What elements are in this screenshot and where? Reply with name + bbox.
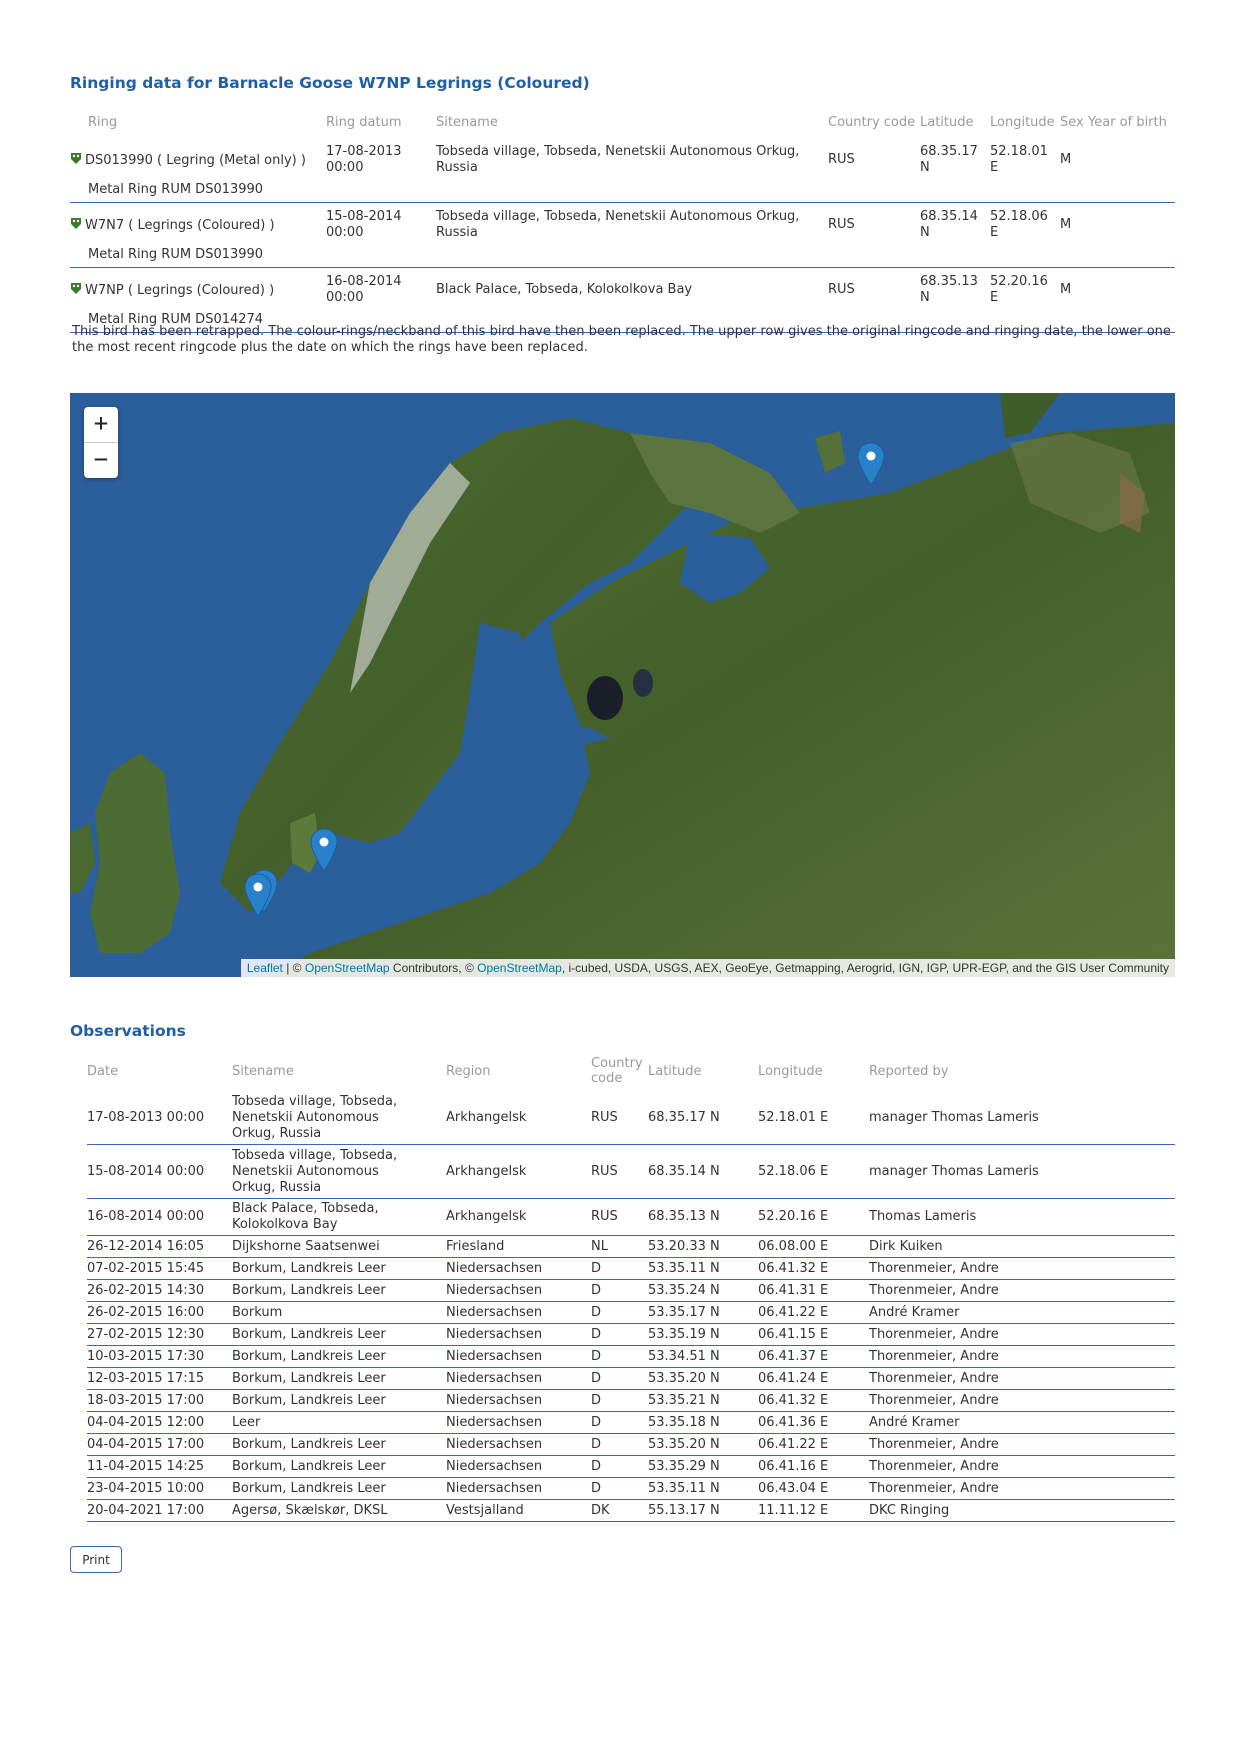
- leaflet-link[interactable]: Leaflet: [246, 961, 283, 975]
- obs-country: DK: [591, 1502, 610, 1518]
- obs-country: RUS: [591, 1109, 618, 1125]
- obs-lon: 52.18.01 E: [758, 1109, 829, 1125]
- obs-lon: 52.20.16 E: [758, 1209, 829, 1224]
- obs-sitename: Tobseda village, Tobseda, Nenetskii Autonomous Orkug, Russia: [232, 1093, 398, 1141]
- obs-sitename: Borkum, Landkreis Leer: [232, 1282, 386, 1298]
- obs-region: Niedersachsen: [446, 1260, 543, 1276]
- obs-date: 23-04-2015 10:00: [87, 1480, 205, 1496]
- obs-region: Niedersachsen: [446, 1436, 543, 1452]
- obs-lat: 68.35.17 N: [648, 1109, 720, 1125]
- observation-row: [87, 1199, 1175, 1236]
- ring-datum: 17-08-2013 00:00: [326, 144, 402, 175]
- zoom-in-button[interactable]: +: [93, 409, 109, 437]
- obs-country: NL: [591, 1238, 608, 1254]
- obs-sitename: Borkum, Landkreis Leer: [232, 1370, 386, 1386]
- obs-lon: 06.41.32 E: [758, 1392, 829, 1408]
- observation-row: [87, 1346, 1175, 1368]
- observation-row: [87, 1434, 1175, 1456]
- ring-country: RUS: [828, 282, 855, 297]
- ring-datum: 16-08-2014 00:00: [326, 274, 402, 305]
- observation-row: [87, 1412, 1175, 1434]
- ring-metal-ring: Metal Ring RUM DS013990: [88, 247, 264, 262]
- obs-country: D: [591, 1414, 602, 1430]
- col-ring: Ring: [88, 114, 118, 130]
- obs-reported-by: manager Thomas Lameris: [869, 1163, 1039, 1179]
- obs-country: D: [591, 1348, 602, 1364]
- obs-country: D: [591, 1282, 602, 1298]
- ring-tag-icon: [70, 282, 82, 295]
- obs-reported-by: Dirk Kuiken: [869, 1238, 943, 1254]
- obs-date: 04-04-2015 17:00: [87, 1436, 205, 1452]
- obs-date: 17-08-2013 00:00: [87, 1109, 205, 1125]
- obs-sitename: Agersø, Skælskør, DKSL: [232, 1502, 388, 1518]
- obs-lon: 06.43.04 E: [758, 1480, 829, 1496]
- obs-sitename: Borkum, Landkreis Leer: [232, 1326, 386, 1342]
- obs-sitename: Borkum, Landkreis Leer: [232, 1436, 386, 1452]
- obs-lon: 06.41.36 E: [758, 1414, 829, 1430]
- observation-row: [87, 1324, 1175, 1346]
- obs-reported-by: Thorenmeier, Andre: [869, 1348, 999, 1364]
- obs-region: Niedersachsen: [446, 1414, 543, 1430]
- obs-date: 16-08-2014 00:00: [87, 1209, 205, 1224]
- attribution-rest: , i-cubed, USDA, USGS, AEX, GeoEye, Getmapping, Aerogrid, IGN, IGP, UPR-EGP, and the GIS User Community: [561, 961, 1169, 975]
- obs-col-longitude: Longitude: [758, 1063, 823, 1079]
- attribution-mid: Contributors, ©: [389, 961, 478, 975]
- obs-lon: 11.11.12 E: [758, 1502, 829, 1518]
- obs-reported-by: Thomas Lameris: [869, 1209, 977, 1224]
- observation-row: [87, 1456, 1175, 1478]
- obs-region: Niedersachsen: [446, 1392, 543, 1408]
- obs-reported-by: André Kramer: [869, 1304, 960, 1320]
- print-button[interactable]: Print: [70, 1546, 122, 1573]
- osm-link-1[interactable]: OpenStreetMap: [304, 961, 390, 975]
- ring-lat: 68.35.17 N: [920, 144, 978, 175]
- ring-sex: M: [1060, 217, 1072, 232]
- obs-region: Friesland: [446, 1238, 505, 1254]
- obs-reported-by: Thorenmeier, Andre: [869, 1260, 999, 1276]
- ring-year-of-birth: [1088, 203, 1175, 248]
- ring-country: RUS: [828, 152, 855, 167]
- ring-code: W7N7 ( Legrings (Coloured) ): [85, 217, 275, 233]
- obs-lat: 53.35.24 N: [648, 1282, 720, 1298]
- obs-country: D: [591, 1260, 602, 1276]
- ring-lat: 68.35.14 N: [920, 209, 978, 240]
- ringing-title: Ringing data for Barnacle Goose W7NP Legrings (Coloured): [70, 74, 590, 92]
- obs-lat: 68.35.14 N: [648, 1163, 720, 1179]
- obs-region: Arkhangelsk: [446, 1163, 527, 1179]
- obs-region: Niedersachsen: [446, 1326, 543, 1342]
- zoom-out-button[interactable]: −: [84, 442, 118, 478]
- obs-reported-by: Thorenmeier, Andre: [869, 1326, 999, 1342]
- map-marker-borkum[interactable]: [244, 873, 272, 917]
- obs-date: 10-03-2015 17:30: [87, 1348, 205, 1364]
- obs-region: Niedersachsen: [446, 1348, 543, 1364]
- ring-sex: M: [1060, 152, 1072, 167]
- obs-col-date: Date: [87, 1063, 119, 1079]
- obs-lat: 53.35.18 N: [648, 1414, 720, 1430]
- obs-lon: 06.41.32 E: [758, 1260, 829, 1276]
- ring-row: [70, 203, 1175, 248]
- obs-region: Niedersachsen: [446, 1304, 543, 1320]
- observation-row: [87, 1236, 1175, 1258]
- obs-sitename: Tobseda village, Tobseda, Nenetskii Autonomous Orkug, Russia: [232, 1147, 398, 1195]
- ring-tag-icon: [70, 217, 82, 230]
- observations-table: [87, 1051, 1175, 1522]
- obs-date: 11-04-2015 14:25: [87, 1458, 205, 1474]
- satellite-map-base: [70, 393, 1175, 977]
- obs-region: Arkhangelsk: [446, 1209, 527, 1224]
- observation-row: [87, 1280, 1175, 1302]
- col-sitename: Sitename: [436, 114, 498, 130]
- obs-sitename: Borkum: [232, 1304, 283, 1320]
- ring-tag-icon: [70, 152, 82, 165]
- observations-title: Observations: [70, 1022, 186, 1040]
- obs-lon: 06.41.22 E: [758, 1436, 829, 1452]
- obs-lon: 06.41.15 E: [758, 1326, 829, 1342]
- obs-region: Arkhangelsk: [446, 1109, 527, 1125]
- osm-link-2[interactable]: OpenStreetMap: [477, 961, 562, 975]
- retrap-note: This bird has been retrapped. The colour-rings/neckband of this bird have then been replaced. The upper row gives the original ringcode and ringing date, the lower one the most recent ringcode plus the date on which the rings have been replaced.: [72, 324, 1171, 355]
- obs-date: 12-03-2015 17:15: [87, 1370, 205, 1386]
- obs-date: 27-02-2015 12:30: [87, 1326, 205, 1342]
- obs-col-reported-by: Reported by: [869, 1063, 949, 1079]
- obs-country: D: [591, 1326, 602, 1342]
- obs-sitename: Black Palace, Tobseda, Kolokolkova Bay: [232, 1201, 379, 1232]
- obs-date: 26-12-2014 16:05: [87, 1238, 205, 1254]
- obs-reported-by: DKC Ringing: [869, 1502, 950, 1518]
- obs-date: 20-04-2021 17:00: [87, 1502, 205, 1518]
- obs-reported-by: Thorenmeier, Andre: [869, 1436, 999, 1452]
- obs-country: RUS: [591, 1163, 618, 1179]
- col-country-code: Country code: [828, 114, 916, 130]
- obs-lon: 06.41.22 E: [758, 1304, 829, 1320]
- obs-lat: 53.34.51 N: [648, 1348, 720, 1364]
- col-latitude: Latitude: [920, 114, 974, 130]
- obs-lat: 53.35.20 N: [648, 1370, 720, 1386]
- ring-datum: 15-08-2014 00:00: [326, 209, 402, 240]
- obs-region: Niedersachsen: [446, 1282, 543, 1298]
- observation-row: [87, 1302, 1175, 1324]
- obs-sitename: Borkum, Landkreis Leer: [232, 1458, 386, 1474]
- obs-col-sitename: Sitename: [232, 1063, 294, 1079]
- obs-sitename: Dijkshorne Saatsenwei: [232, 1238, 380, 1254]
- obs-col-latitude: Latitude: [648, 1063, 702, 1079]
- obs-col-region: Region: [446, 1063, 491, 1079]
- ring-code: DS013990 ( Legring (Metal only) ): [85, 152, 306, 168]
- ring-lon: 52.18.01 E: [990, 144, 1048, 175]
- ringing-table: [70, 106, 1175, 333]
- obs-region: Niedersachsen: [446, 1480, 543, 1496]
- obs-lat: 53.35.17 N: [648, 1304, 720, 1320]
- obs-lat: 68.35.13 N: [648, 1209, 720, 1224]
- ring-year-of-birth: [1088, 138, 1175, 182]
- obs-lon: 06.41.24 E: [758, 1370, 829, 1386]
- observation-row: [87, 1390, 1175, 1412]
- ring-sex: M: [1060, 282, 1072, 297]
- obs-lat: 53.35.19 N: [648, 1326, 720, 1342]
- obs-country: D: [591, 1370, 602, 1386]
- ring-country: RUS: [828, 217, 855, 232]
- obs-country: D: [591, 1304, 602, 1320]
- col-longitude: Longitude: [990, 114, 1055, 130]
- observation-row: [87, 1091, 1175, 1145]
- observation-row: [87, 1500, 1175, 1522]
- ring-code: W7NP ( Legrings (Coloured) ): [85, 282, 275, 298]
- obs-region: Vestsjalland: [446, 1502, 524, 1518]
- obs-country: RUS: [591, 1209, 618, 1224]
- ring-year-of-birth: [1088, 268, 1175, 313]
- obs-lat: 53.35.11 N: [648, 1260, 720, 1276]
- ring-lon: 52.18.06 E: [990, 209, 1048, 240]
- map-marker-agerso[interactable]: [310, 828, 338, 872]
- obs-reported-by: Thorenmeier, Andre: [869, 1392, 999, 1408]
- obs-lat: 53.35.11 N: [648, 1480, 720, 1496]
- obs-region: Niedersachsen: [446, 1458, 543, 1474]
- ring-lon: 52.20.16 E: [990, 274, 1048, 305]
- obs-lon: 06.41.16 E: [758, 1458, 829, 1474]
- obs-country: D: [591, 1458, 602, 1474]
- ring-row: [70, 138, 1175, 182]
- ring-sub-row: [70, 182, 1175, 203]
- obs-lat: 53.35.21 N: [648, 1392, 720, 1408]
- observation-row: [87, 1145, 1175, 1199]
- col-ring-datum: Ring datum: [326, 114, 402, 130]
- obs-date: 04-04-2015 12:00: [87, 1414, 205, 1430]
- col-year-of-birth: Year of birth: [1088, 114, 1167, 130]
- obs-date: 15-08-2014 00:00: [87, 1163, 205, 1179]
- ring-sitename: Black Palace, Tobseda, Kolokolkova Bay: [436, 282, 693, 297]
- obs-reported-by: Thorenmeier, Andre: [869, 1282, 999, 1298]
- ring-sitename: Tobseda village, Tobseda, Nenetskii Autonomous Orkug, Russia: [436, 209, 800, 240]
- obs-sitename: Borkum, Landkreis Leer: [232, 1348, 386, 1364]
- obs-lon: 52.18.06 E: [758, 1163, 829, 1179]
- col-sex: Sex: [1060, 114, 1084, 130]
- ring-lat: 68.35.13 N: [920, 274, 978, 305]
- ring-metal-ring: Metal Ring RUM DS013990: [88, 182, 264, 197]
- obs-lon: 06.41.37 E: [758, 1348, 829, 1364]
- obs-reported-by: manager Thomas Lameris: [869, 1109, 1039, 1125]
- obs-col-country-code: Country code: [591, 1056, 643, 1086]
- map[interactable]: [70, 393, 1175, 977]
- obs-date: 26-02-2015 16:00: [87, 1304, 205, 1320]
- obs-reported-by: Thorenmeier, Andre: [869, 1458, 999, 1474]
- observation-row: [87, 1258, 1175, 1280]
- obs-lon: 06.08.00 E: [758, 1238, 829, 1254]
- obs-lat: 53.20.33 N: [648, 1238, 720, 1254]
- zoom-control: [84, 407, 118, 478]
- obs-sitename: Borkum, Landkreis Leer: [232, 1260, 386, 1276]
- ring-sub-row: [70, 247, 1175, 268]
- obs-date: 07-02-2015 15:45: [87, 1260, 205, 1276]
- obs-reported-by: André Kramer: [869, 1414, 960, 1430]
- obs-sitename: Leer: [232, 1414, 261, 1430]
- obs-country: D: [591, 1480, 602, 1496]
- obs-lat: 53.35.20 N: [648, 1436, 720, 1452]
- obs-date: 18-03-2015 17:00: [87, 1392, 205, 1408]
- observation-row: [87, 1368, 1175, 1390]
- ring-sitename: Tobseda village, Tobseda, Nenetskii Autonomous Orkug, Russia: [436, 144, 800, 175]
- obs-date: 26-02-2015 14:30: [87, 1282, 205, 1298]
- obs-lon: 06.41.31 E: [758, 1282, 829, 1298]
- map-attribution: [241, 959, 1175, 977]
- map-marker-tobseda[interactable]: [857, 442, 885, 486]
- obs-sitename: Borkum, Landkreis Leer: [232, 1392, 386, 1408]
- observation-row: [87, 1478, 1175, 1500]
- ring-row: [70, 268, 1175, 313]
- obs-country: D: [591, 1392, 602, 1408]
- obs-lat: 55.13.17 N: [648, 1502, 720, 1518]
- obs-sitename: Borkum, Landkreis Leer: [232, 1480, 386, 1496]
- obs-region: Niedersachsen: [446, 1370, 543, 1386]
- obs-country: D: [591, 1436, 602, 1452]
- attribution-sep: | ©: [282, 961, 305, 975]
- obs-reported-by: Thorenmeier, Andre: [869, 1480, 999, 1496]
- obs-lat: 53.35.29 N: [648, 1458, 720, 1474]
- ring-metal-ring: Metal Ring RUM DS014274: [88, 312, 264, 327]
- obs-reported-by: Thorenmeier, Andre: [869, 1370, 999, 1386]
